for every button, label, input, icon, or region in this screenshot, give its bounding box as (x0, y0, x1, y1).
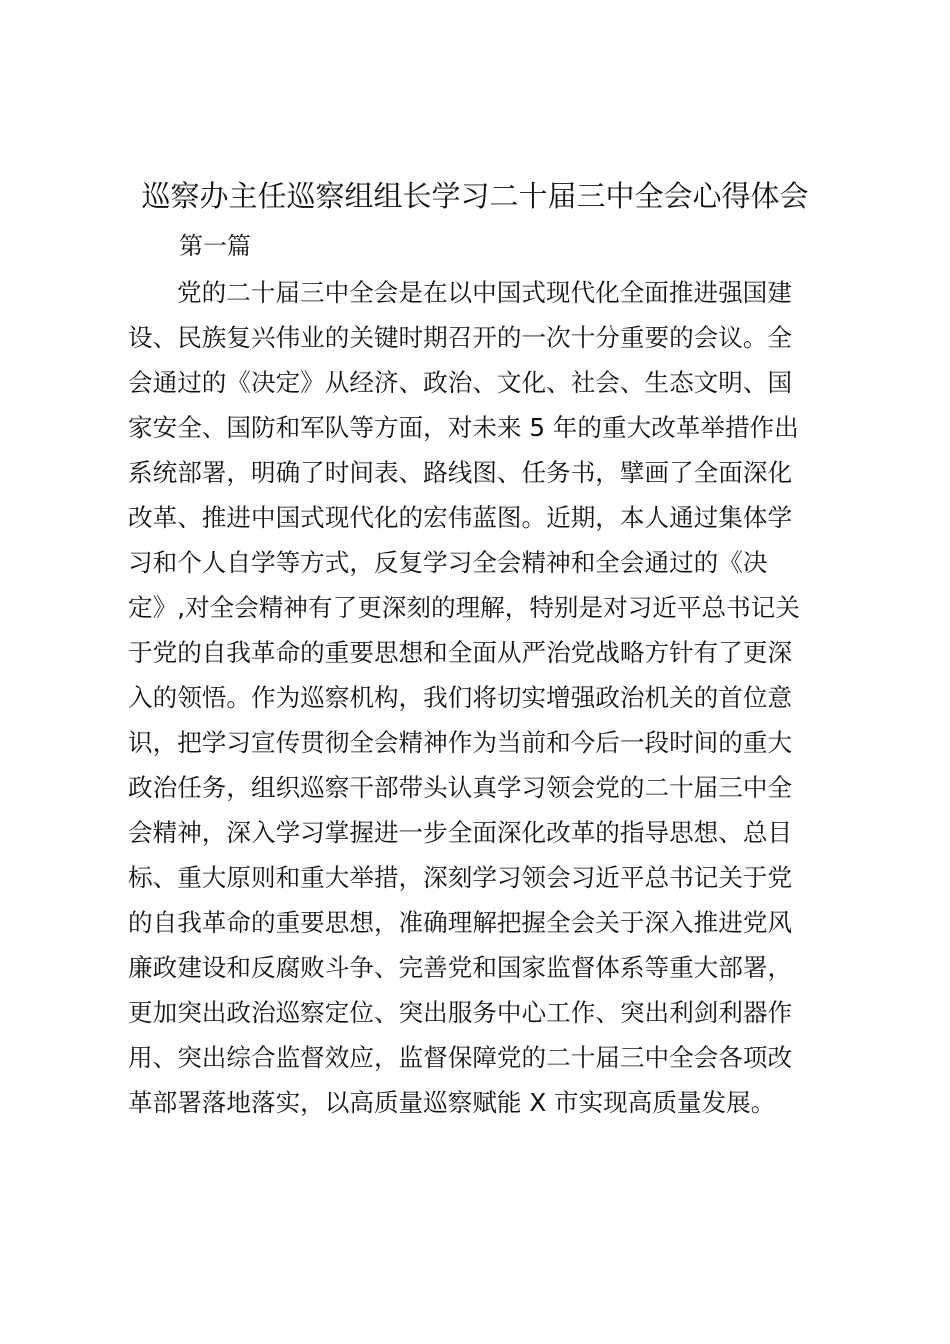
paragraph-line: 政治任务，组织巡察干部带头认真学习领会党的二十届三中全 (128, 773, 793, 802)
paragraph-line: 改革、推进中国式现代化的宏伟蓝图。近期，本人通过集体学 (128, 503, 793, 532)
paragraph-line: 识，把学习宣传贯彻全会精神作为当前和今后一段时间的重大 (128, 728, 793, 757)
paragraph-line: 会精神，深入学习掌握进一步全面深化改革的指导思想、总目 (128, 818, 793, 847)
paragraph-line: 于党的自我革命的重要思想和全面从严治党战略方针有了更深 (128, 638, 793, 667)
paragraph-line: 廉政建设和反腐败斗争、完善党和国家监督体系等重大部署， (128, 953, 793, 982)
body-paragraph (128, 270, 822, 1125)
paragraph-line: 会通过的《决定》从经济、政治、文化、社会、生态文明、国 (128, 368, 793, 397)
paragraph-line: 习和个人自学等方式，反复学习全会精神和全会通过的《决 (128, 548, 768, 577)
paragraph-line: 标、重大原则和重大举措，深刻学习领会习近平总书记关于党 (128, 863, 793, 892)
paragraph-line: 系统部署，明确了时间表、路线图、任务书，擘画了全面深化 (128, 458, 793, 487)
paragraph-line: 更加突出政治巡察定位、突出服务中心工作、突出利剑利器作 (128, 998, 793, 1027)
document-title: 巡察办主任巡察组组长学习二十届三中全会心得体会 (141, 179, 809, 213)
paragraph-line: 用、突出综合监督效应，监督保障党的二十届三中全会各项改 (128, 1043, 793, 1072)
paragraph-line: 革部署落地落实，以高质量巡察赋能 X 市实现高质量发展。 (128, 1088, 776, 1117)
section-heading: 第一篇 (179, 232, 251, 260)
paragraph-line: 设、民族复兴伟业的关键时期召开的一次十分重要的会议。全 (128, 323, 793, 352)
paragraph-line: 入的领悟。作为巡察机构，我们将切实增强政治机关的首位意 (128, 683, 793, 712)
paragraph-line: 的自我革命的重要思想，准确理解把握全会关于深入推进党风 (128, 908, 793, 937)
paragraph-line: 党的二十届三中全会是在以中国式现代化全面推进强国建 (177, 278, 792, 307)
paragraph-line: 家安全、国防和军队等方面，对未来 5 年的重大改革举措作出 (128, 413, 799, 442)
paragraph-line: 定》,对全会精神有了更深刻的理解，特别是对习近平总书记关 (128, 593, 800, 622)
